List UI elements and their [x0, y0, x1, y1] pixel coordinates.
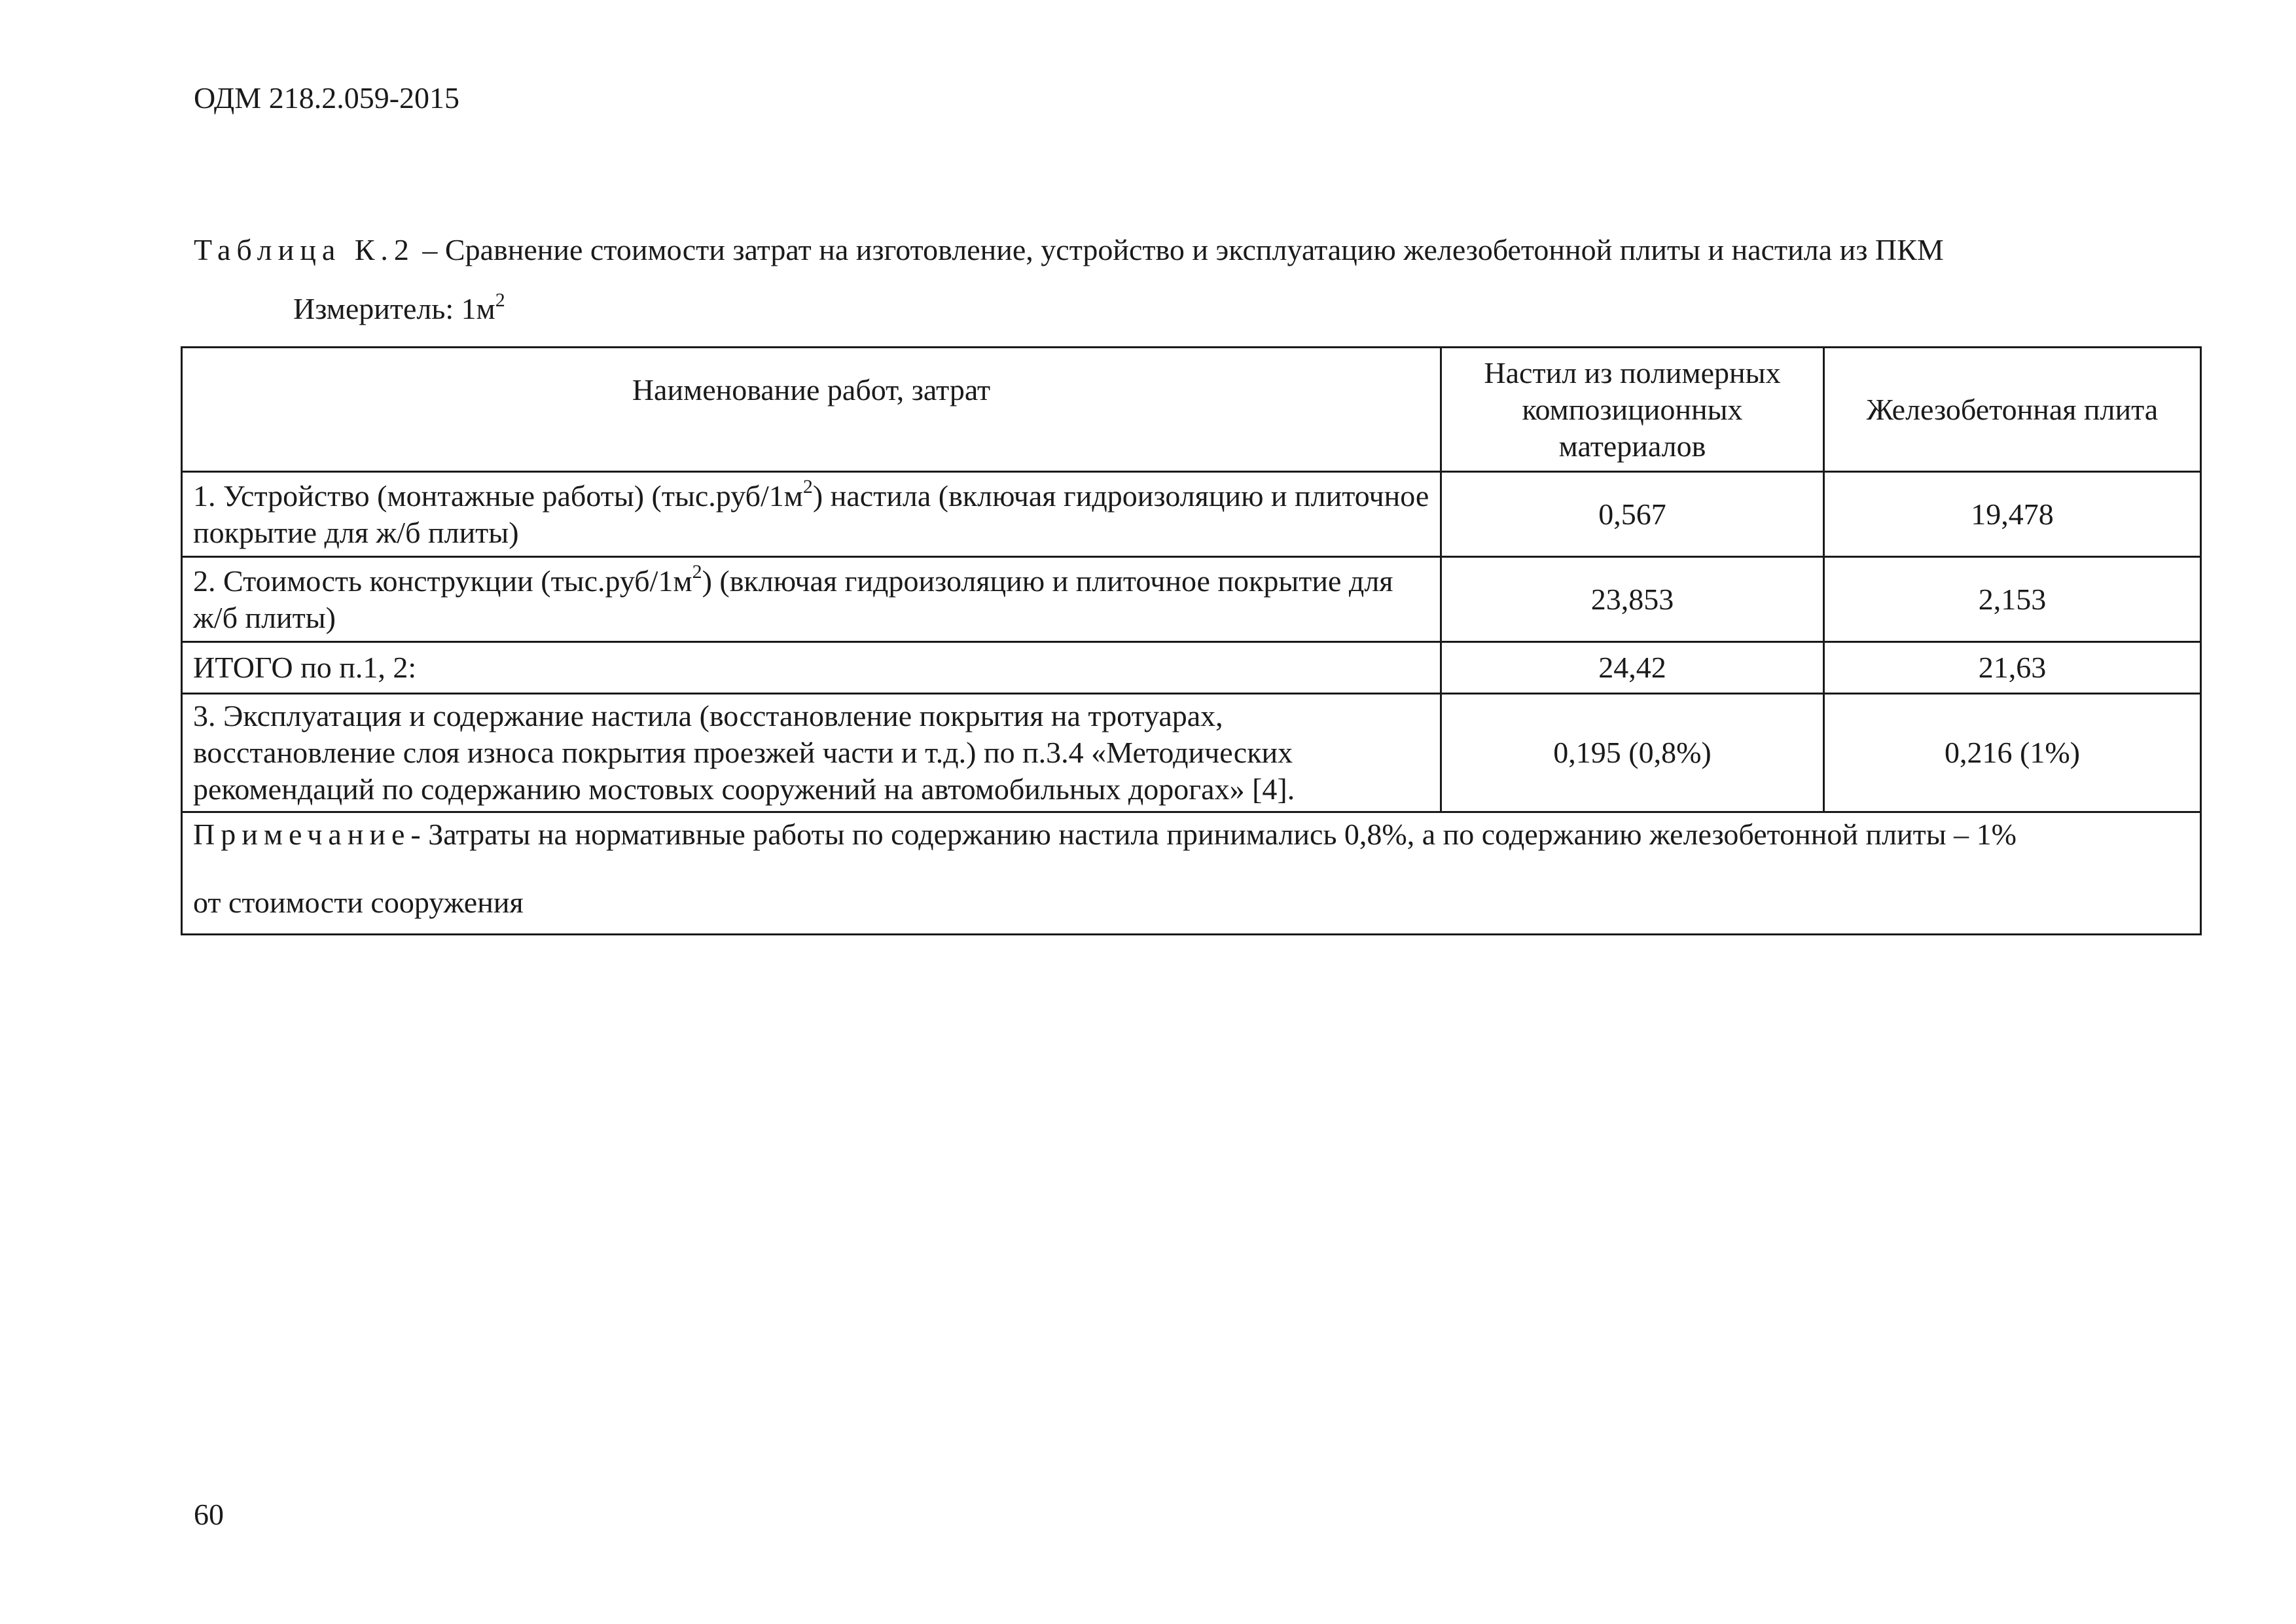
table-note-row	[182, 812, 2201, 935]
document-code: ОДМ 218.2.059-2015	[194, 81, 460, 115]
row-2-name-after: ) (включая гидроизоляцию и плиточное покрытие для ж/б плиты)	[193, 564, 1393, 634]
measure-unit-sup: 2	[495, 289, 505, 311]
table-note-line-2: от стоимости сооружения	[193, 886, 524, 919]
row-3-pkm: 0,195 (0,8%)	[1441, 694, 1824, 812]
table-note-line-1	[193, 816, 2189, 854]
table-row-total	[182, 642, 2201, 694]
header-cell-pkm: Настил из полимерных композиционных материалов	[1441, 348, 1824, 472]
row-3-concrete: 0,216 (1%)	[1824, 694, 2201, 812]
measure-unit	[293, 289, 505, 329]
row-2-concrete: 2,153	[1824, 557, 2201, 642]
measure-unit-label: Измеритель: 1м	[293, 292, 495, 325]
row-2-name-sup: 2	[692, 561, 702, 583]
row-2-name-before: 2. Стоимость конструкции (тыс.руб/1м	[193, 564, 692, 598]
cost-comparison-table	[181, 346, 2202, 935]
table-caption-text: – Сравнение стоимости затрат на изготовление, устройство и эксплуатацию железобетонной плиты и настила из ПКМ	[422, 233, 1944, 266]
table-note-text: - Затраты на нормативные работы по содержанию настила принимались 0,8%, а по содержанию железобетонной плиты – 1%	[410, 818, 2017, 851]
table-caption	[194, 230, 1944, 270]
row-total-name: ИТОГО по п.1, 2:	[182, 642, 1441, 694]
row-2-name	[182, 557, 1441, 642]
table-header-row	[182, 348, 2201, 472]
header-cell-name: Наименование работ, затрат	[182, 348, 1441, 472]
table-note-label: Примечание	[193, 818, 411, 851]
table-caption-label: Таблица К.2	[194, 233, 415, 266]
row-1-name	[182, 472, 1441, 557]
row-total-concrete: 21,63	[1824, 642, 2201, 694]
row-1-name-after: ) настила (включая гидроизоляцию и плиточное покрытие для ж/б плиты)	[193, 478, 1429, 549]
header-cell-concrete: Железобетонная плита	[1824, 348, 2201, 472]
row-1-concrete: 19,478	[1824, 472, 2201, 557]
page-number: 60	[194, 1498, 224, 1531]
row-1-name-before: 1. Устройство (монтажные работы) (тыс.руб/1м	[193, 478, 803, 513]
row-3-name: 3. Эксплуатация и содержание настила (восстановление покрытия на тротуарах, восстановление слоя износа покрытия проезжей части и т.д.) по п.3.4 «Методических рекомендаций по содержанию мостовых сооружений на автомобильных дорогах» [4].	[182, 694, 1441, 812]
row-1-pkm: 0,567	[1441, 472, 1824, 557]
row-total-pkm: 24,42	[1441, 642, 1824, 694]
table-row	[182, 694, 2201, 812]
table-row	[182, 557, 2201, 642]
row-1-name-sup: 2	[802, 476, 813, 498]
table-note	[182, 812, 2201, 935]
row-2-pkm: 23,853	[1441, 557, 1824, 642]
table-row	[182, 472, 2201, 557]
